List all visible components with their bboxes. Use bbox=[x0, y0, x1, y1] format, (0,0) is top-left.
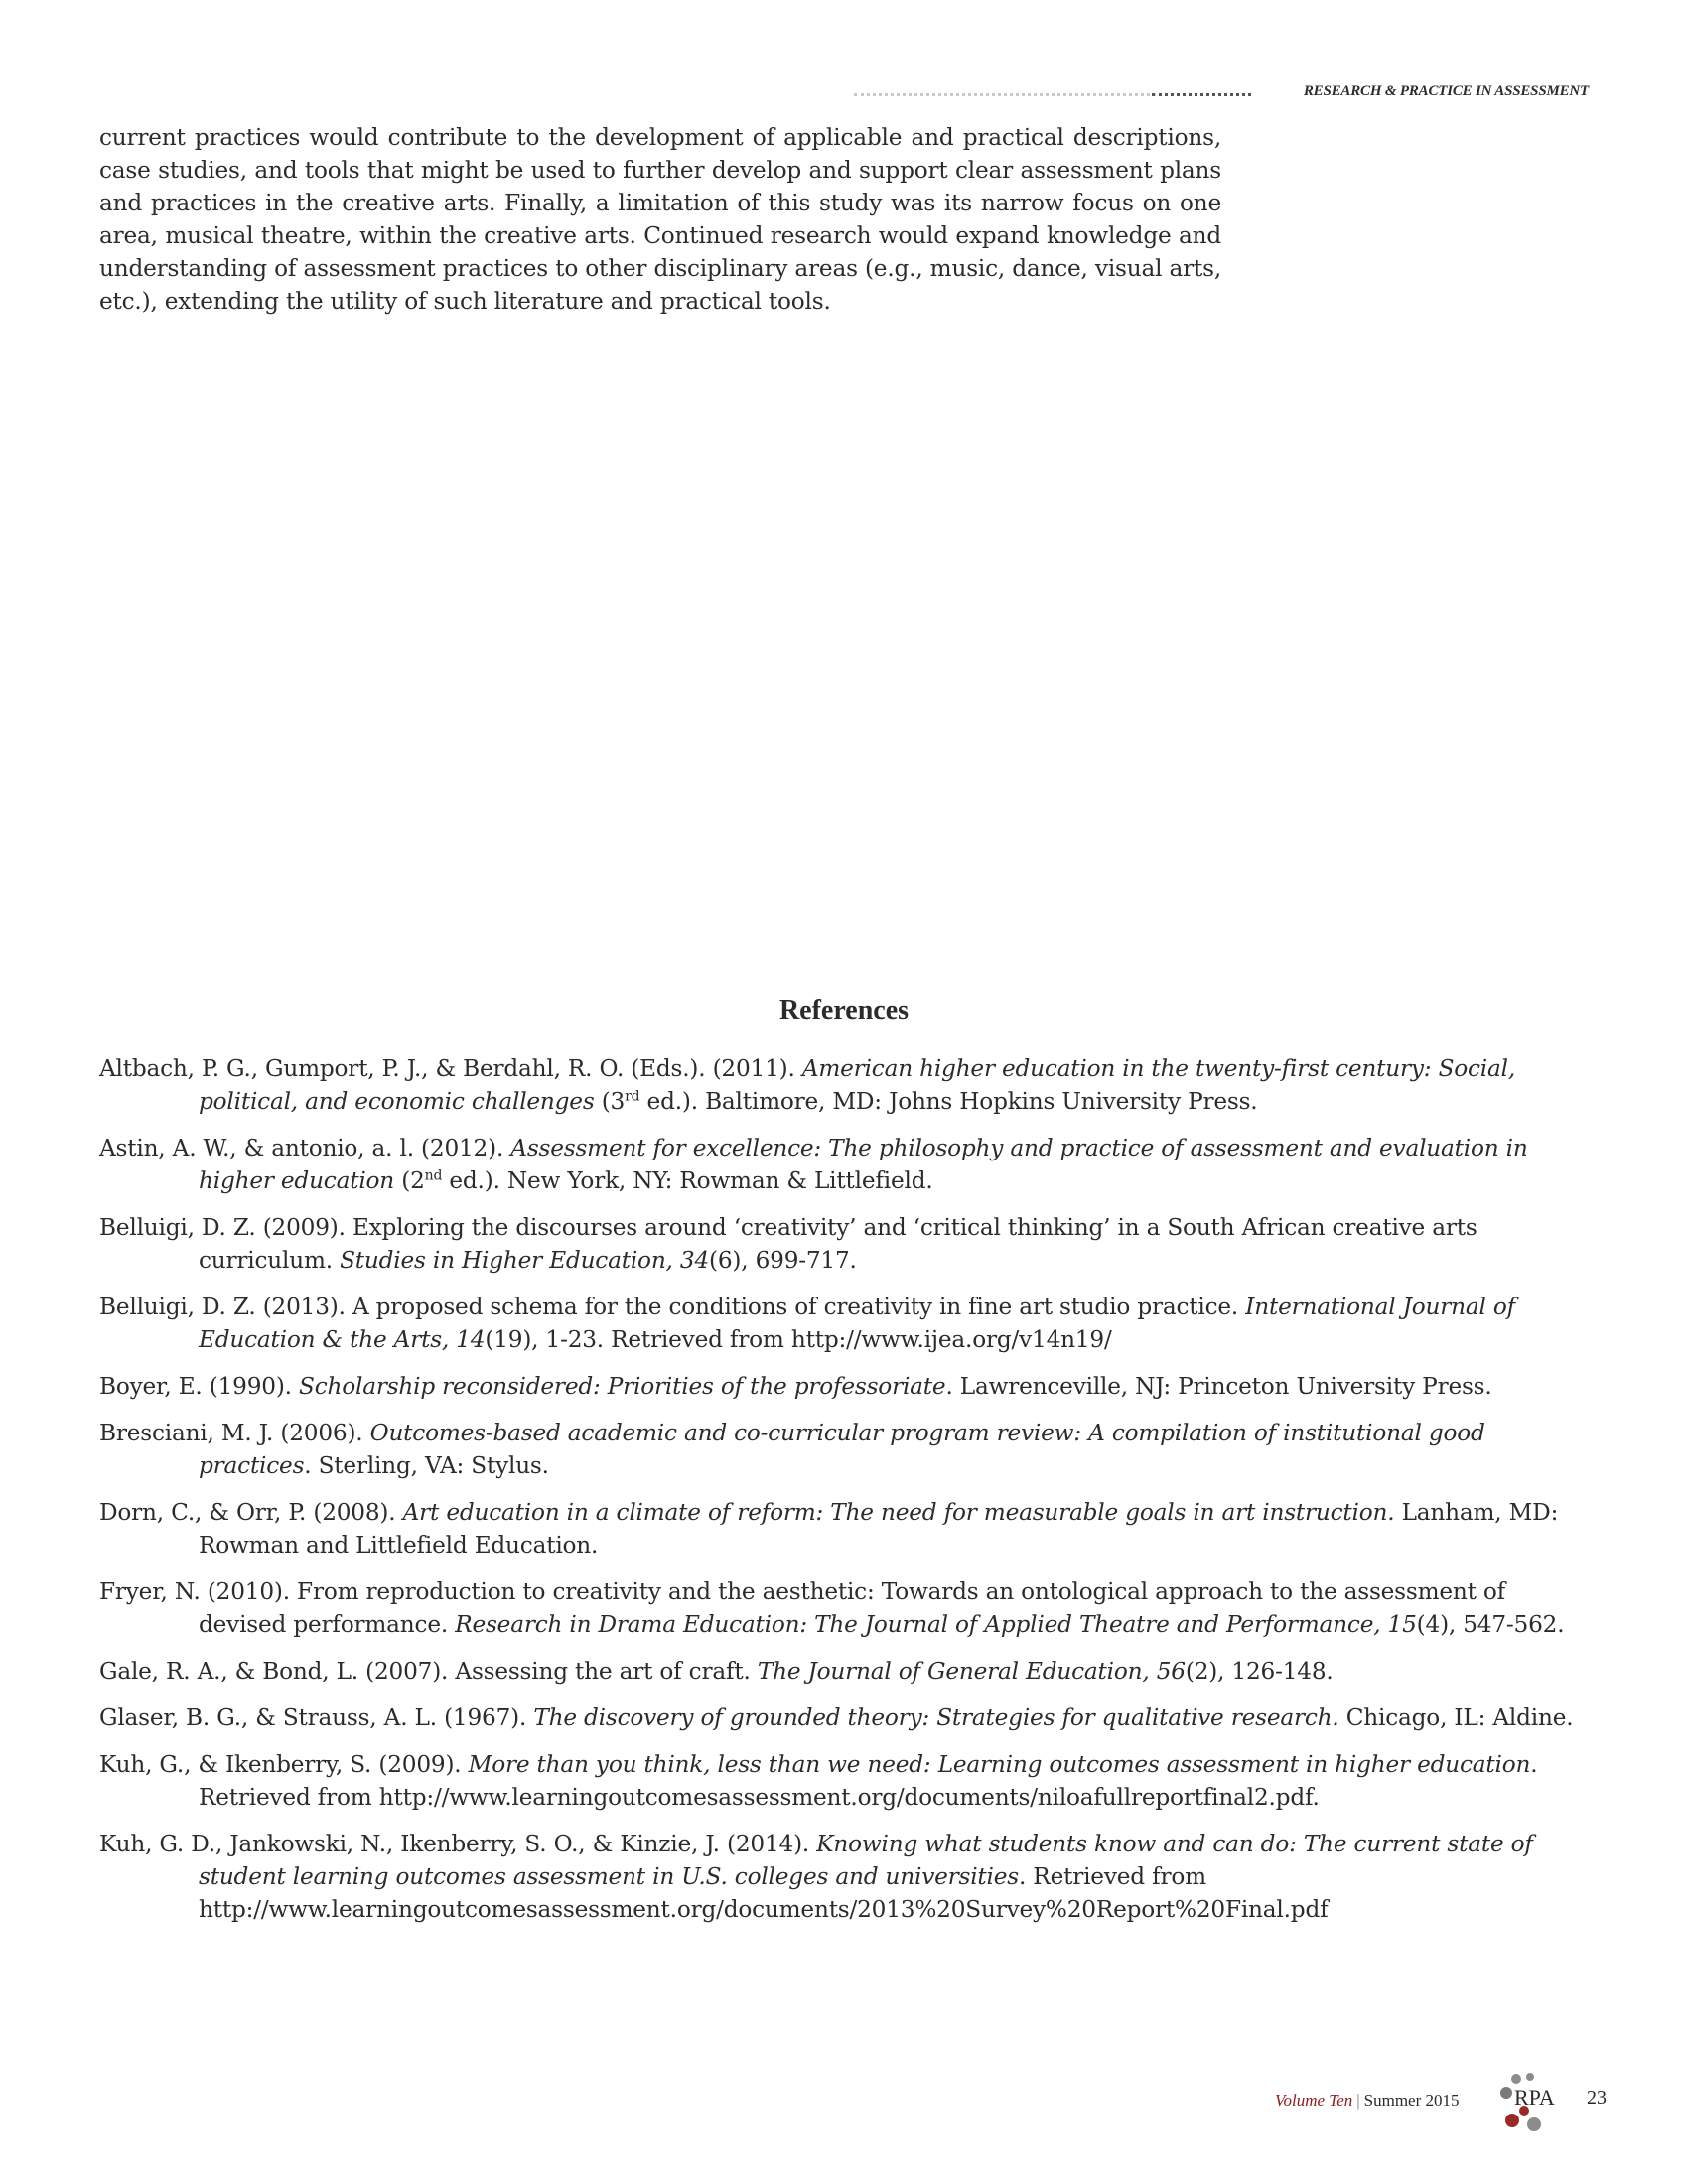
logo-text: RPA bbox=[1514, 2085, 1555, 2110]
reference-text: Kuh, G. D., Jankowski, N., Ikenberry, S. O., & Kinzie, J. (2014). bbox=[99, 1831, 817, 1857]
references-list bbox=[99, 1052, 1579, 1940]
reference-text: Lanham, MD: Rowman and Littlefield Education. bbox=[199, 1499, 1559, 1559]
reference-entry bbox=[99, 1496, 1579, 1562]
reference-text: Chicago, IL: Aldine. bbox=[1338, 1705, 1574, 1731]
reference-text: Altbach, P. G., Gumport, P. J., & Berdahl, R. O. (Eds.). (2011). bbox=[99, 1055, 802, 1082]
reference-text: Fryer, N. (2010). From reproduction to creativity and the aesthetic: Towards an ontological approach to the assessment of devised performance. bbox=[99, 1578, 1506, 1638]
reference-title: Research in Drama Education: The Journal of Applied Theatre and Performance, 15 bbox=[455, 1611, 1417, 1638]
reference-title: Studies in Higher Education, 34 bbox=[340, 1247, 709, 1274]
reference-title: Knowing what students know and can do: The current state of student learning outcomes assessment in U.S. colleges and universities bbox=[199, 1831, 1533, 1890]
journal-title: RESEARCH & PRACTICE IN ASSESSMENT bbox=[1303, 83, 1589, 99]
reference-text: Boyer, E. (1990). bbox=[99, 1373, 300, 1400]
reference-title: The Journal of General Education, 56 bbox=[757, 1658, 1186, 1685]
reference-text: . Lawrenceville, NJ: Princeton University Press. bbox=[945, 1373, 1492, 1400]
intro-paragraph bbox=[99, 121, 1221, 318]
reference-text: Gale, R. A., & Bond, L. (2007). Assessing the art of craft. bbox=[99, 1658, 758, 1685]
reference-title: Outcomes-based academic and co-curricular program review: A compilation of institutional good practices bbox=[199, 1420, 1485, 1479]
reference-entry bbox=[99, 1575, 1579, 1641]
rpa-logo-icon bbox=[1494, 2069, 1564, 2138]
reference-text: ed.). New York, NY: Rowman & Littlefield. bbox=[442, 1167, 933, 1194]
reference-title: More than you think, less than we need: Learning outcomes assessment in higher education bbox=[468, 1751, 1531, 1778]
reference-text: Belluigi, D. Z. (2009). Exploring the discourses around ‘creativity’ and ‘critical thinking’ in a South African creative arts curriculum. bbox=[99, 1214, 1477, 1274]
issue-info bbox=[1275, 2091, 1460, 2111]
footer-separator: | bbox=[1356, 2091, 1360, 2110]
reference-text: . Retrieved from http://www.learningoutcomesassessment.org/documents/niloafullreportfinal2.pdf. bbox=[199, 1751, 1538, 1811]
reference-text: (4), 547-562. bbox=[1416, 1611, 1565, 1638]
volume-label: Volume Ten bbox=[1275, 2091, 1353, 2110]
reference-text: Glaser, B. G., & Strauss, A. L. (1967). bbox=[99, 1705, 534, 1731]
reference-entry bbox=[99, 1828, 1579, 1926]
reference-entry bbox=[99, 1291, 1579, 1356]
reference-title: The discovery of grounded theory: Strategies for qualitative research. bbox=[533, 1705, 1339, 1731]
reference-text: (2), 126-148. bbox=[1185, 1658, 1334, 1685]
reference-text: (6), 699-717. bbox=[709, 1247, 857, 1274]
reference-entry bbox=[99, 1211, 1579, 1277]
reference-entry bbox=[99, 1052, 1579, 1118]
reference-entry bbox=[99, 1655, 1579, 1688]
reference-text: Belluigi, D. Z. (2013). A proposed schema for the conditions of creativity in fine art studio practice. bbox=[99, 1294, 1246, 1320]
reference-text: (3 bbox=[594, 1088, 626, 1115]
reference-title: American higher education in the twenty-first century: Social, political, and economic challenges bbox=[199, 1055, 1516, 1115]
reference-text: . Sterling, VA: Stylus. bbox=[304, 1452, 549, 1479]
page-number: 23 bbox=[1587, 2087, 1607, 2109]
reference-text: ed.). Baltimore, MD: Johns Hopkins University Press. bbox=[639, 1088, 1258, 1115]
issue-label: Summer 2015 bbox=[1363, 2091, 1460, 2110]
reference-title: Scholarship reconsidered: Priorities of the professoriate bbox=[299, 1373, 946, 1400]
intro-text: current practices would contribute to the development of applicable and practical descriptions, case studies, and tools that might be used to further develop and support clear assessment plans and practices in the creative arts. Finally, a limitation of this study was its narrow focus on one area, musical theatre, within the creative arts. Continued research would expand knowledge and understanding of assessment practices to other disciplinary areas (e.g., music, dance, visual arts, etc.), extending the utility of such literature and practical tools. bbox=[99, 124, 1221, 315]
reference-entry bbox=[99, 1132, 1579, 1197]
reference-text: Bresciani, M. J. (2006). bbox=[99, 1420, 370, 1446]
page-footer bbox=[1261, 2079, 1618, 2138]
reference-entry bbox=[99, 1370, 1579, 1403]
reference-entry bbox=[99, 1702, 1579, 1734]
reference-title: Assessment for excellence: The philosophy and practice of assessment and evaluation in higher education bbox=[199, 1135, 1528, 1194]
reference-text: . Retrieved from http://www.learningoutcomesassessment.org/documents/2013%20Survey%20Report%20Final.pdf bbox=[199, 1863, 1329, 1923]
reference-superscript: nd bbox=[424, 1167, 443, 1184]
running-header bbox=[854, 83, 1589, 105]
reference-text: (2 bbox=[394, 1167, 425, 1194]
reference-entry bbox=[99, 1417, 1579, 1482]
reference-text: (19), 1-23. Retrieved from http://www.ijea.org/v14n19/ bbox=[485, 1326, 1112, 1353]
reference-text: Astin, A. W., & antonio, a. l. (2012). bbox=[99, 1135, 511, 1161]
reference-text: Kuh, G., & Ikenberry, S. (2009). bbox=[99, 1751, 469, 1778]
header-dotted-rule-dark bbox=[1152, 93, 1251, 96]
reference-title: International Journal of Education & the Arts, 14 bbox=[199, 1294, 1516, 1353]
reference-superscript: rd bbox=[625, 1088, 640, 1105]
reference-text: Dorn, C., & Orr, P. (2008). bbox=[99, 1499, 403, 1526]
reference-title: Art education in a climate of reform: The need for measurable goals in art instruction. bbox=[402, 1499, 1395, 1526]
references-heading: References bbox=[778, 995, 910, 1025]
reference-entry bbox=[99, 1748, 1579, 1814]
